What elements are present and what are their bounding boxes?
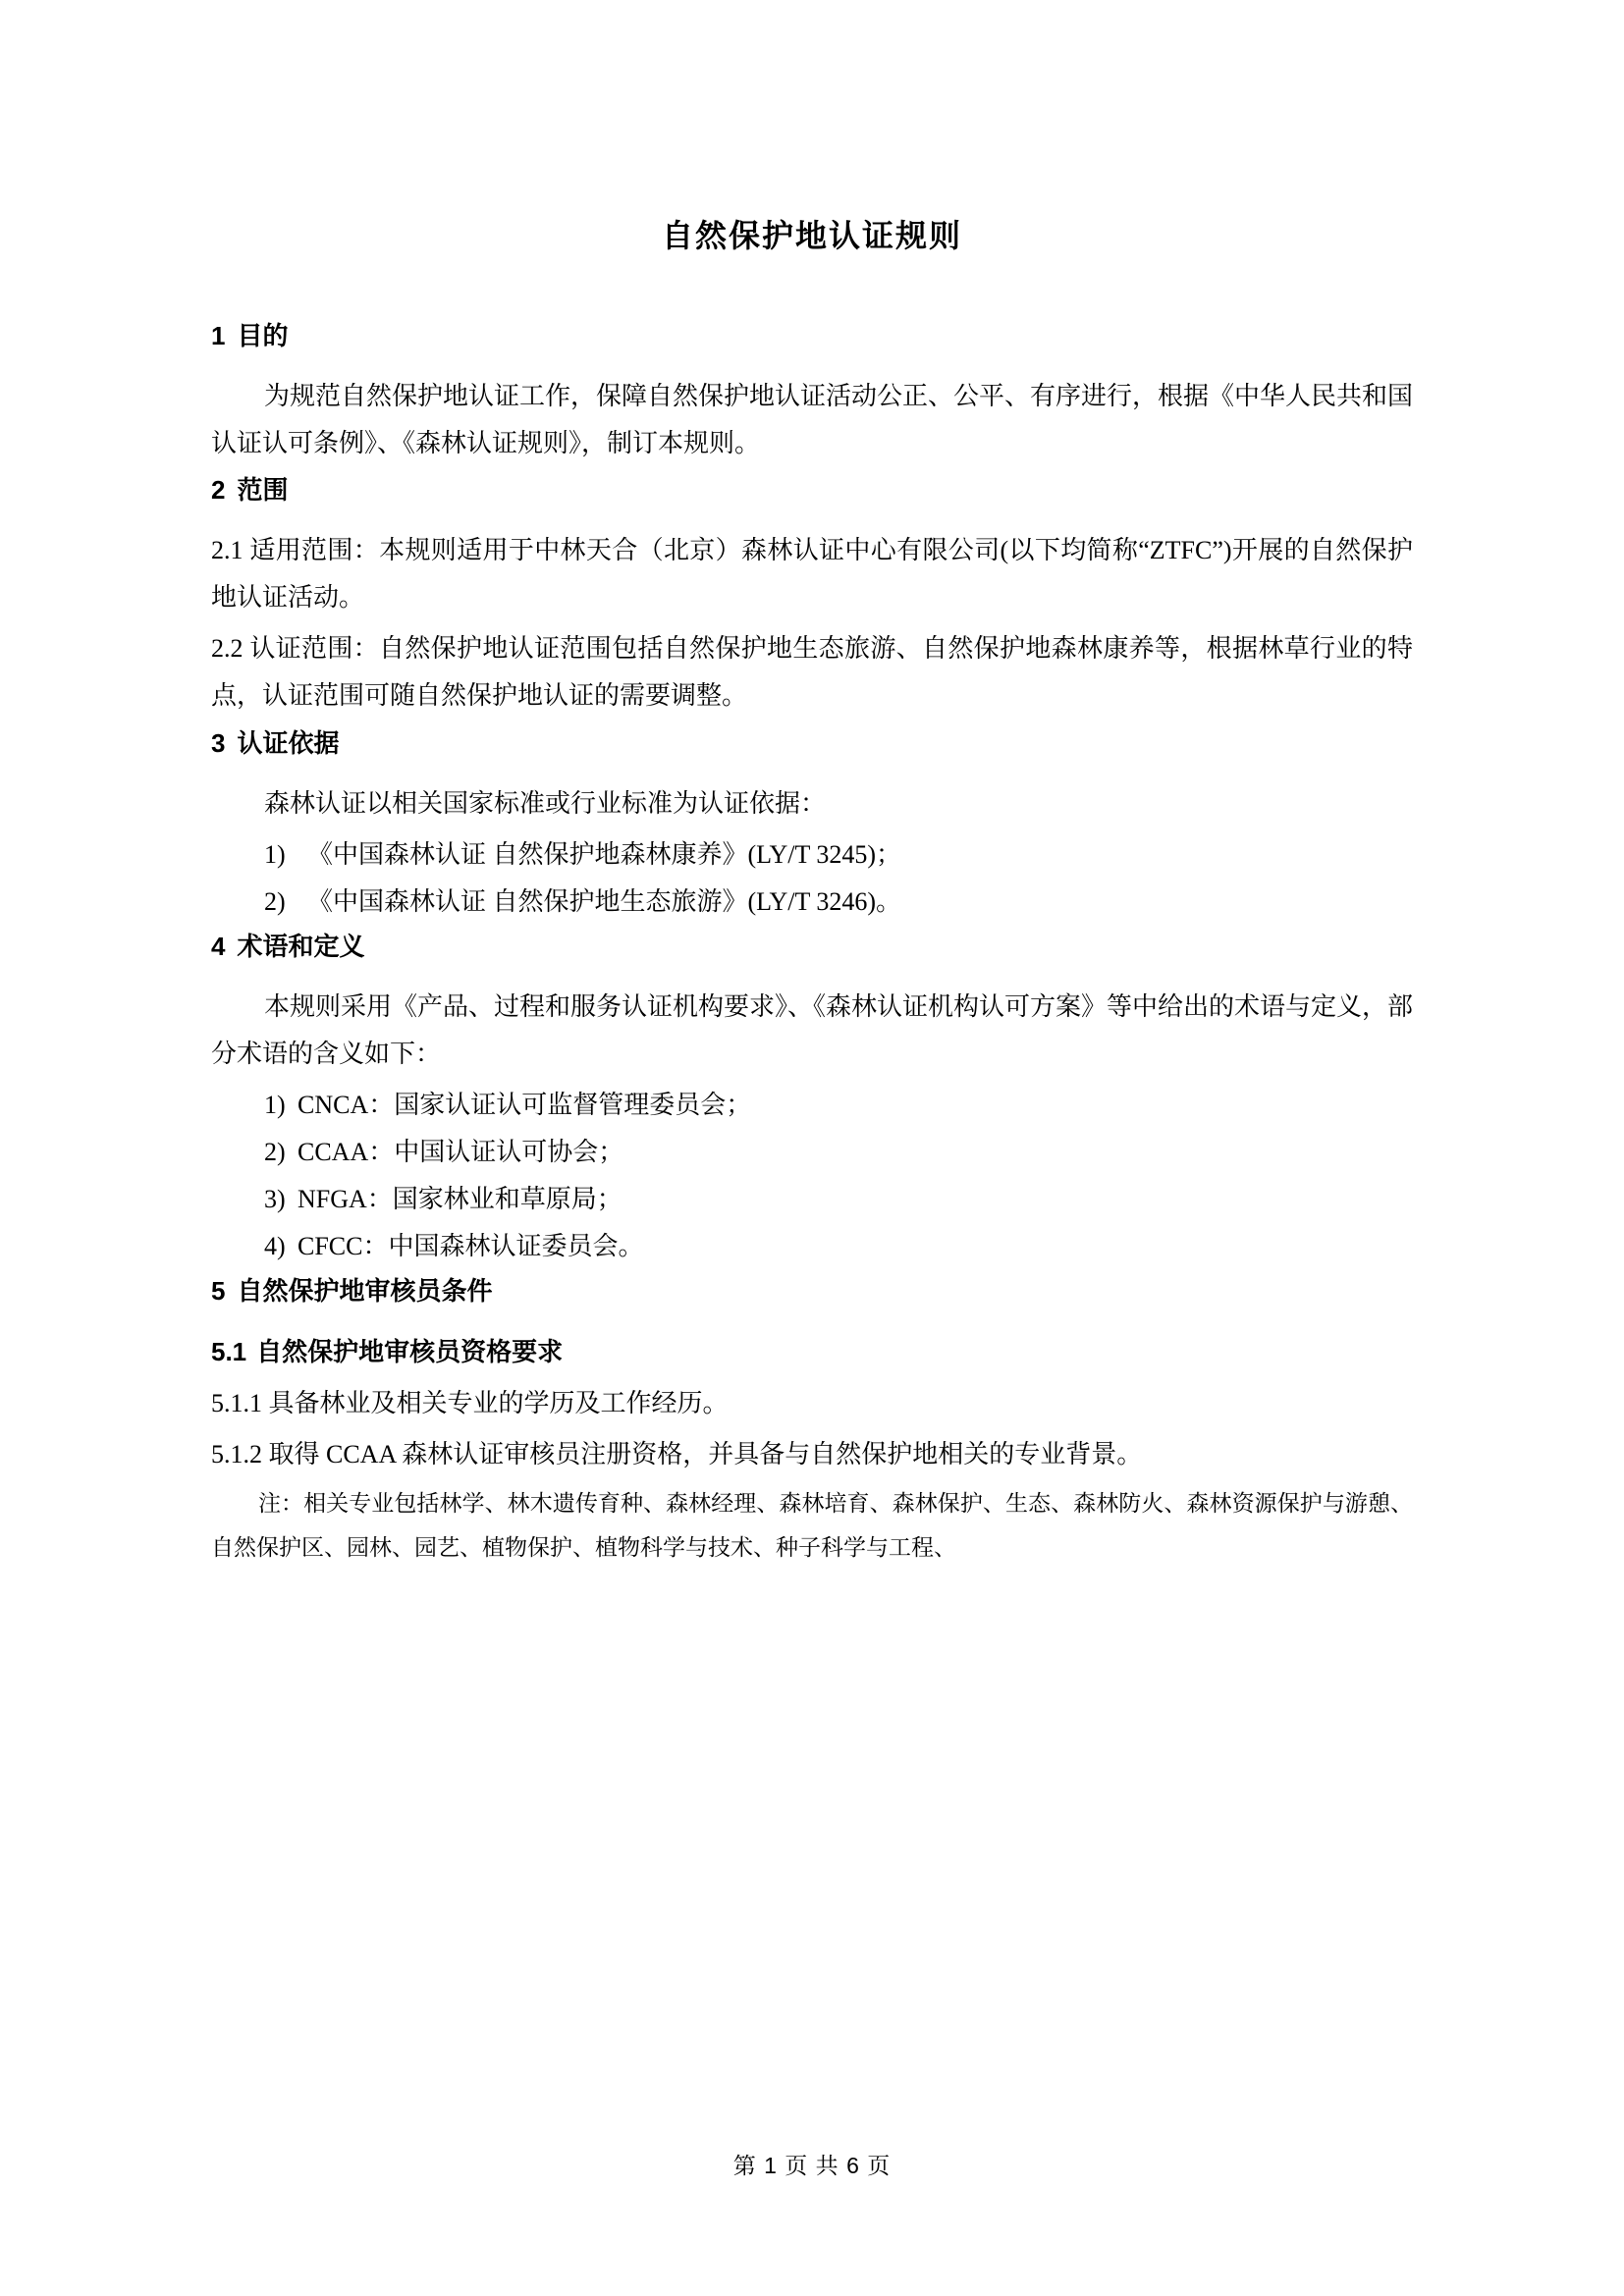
section-2-title: 范围 — [237, 475, 289, 506]
list-item-marker: 2) — [264, 886, 286, 916]
clause-5-1-1: 5.1.1 具备林业及相关专业的学历及工作经历。 — [211, 1388, 729, 1417]
list-item-text: 《中国森林认证 自然保护地生态旅游》(LY/T 3246)。 — [307, 886, 902, 916]
list-item-text: CFCC：中国森林认证委员会。 — [298, 1232, 644, 1261]
clause-2-2: 2.2 认证范围：自然保护地认证范围包括自然保护地生态旅游、自然保护地森林康养等，根据林草行业的特点，认证范围可随自然保护地认证的需要调整。 — [211, 634, 1413, 711]
list-item-marker: 2) — [264, 1138, 286, 1167]
clause-2-1: 2.1 适用范围：本规则适用于中林天合（北京）森林认证中心有限公司(以下均简称“ZTFC”)开展的自然保护地认证活动。 — [211, 536, 1413, 613]
list-item-marker: 1) — [264, 1091, 286, 1120]
list-item-marker: 1) — [264, 839, 286, 869]
section-4-paragraph-1: 本规则采用《产品、过程和服务认证机构要求》、《森林认证机构认可方案》等中给出的术语与定义，部分术语的含义如下： — [211, 991, 1414, 1068]
page-footer: 第 1 页 共 6 页 — [732, 2153, 892, 2178]
section-1 — [211, 317, 1413, 467]
section-5-1-title: 自然保护地审核员资格要求 — [256, 1337, 564, 1367]
section-2-heading — [211, 471, 1413, 509]
section-1-heading — [211, 317, 1413, 355]
section-5-1-number: 5.1 — [211, 1337, 247, 1367]
list-item-marker: 3) — [264, 1185, 286, 1214]
list-item — [211, 879, 1413, 926]
section-2 — [211, 471, 1413, 720]
list-item — [211, 1176, 1413, 1223]
list-item — [211, 1082, 1413, 1129]
list-item-text: CCAA：中国认证认可协会； — [298, 1138, 624, 1167]
section-5 — [211, 1272, 1413, 1570]
list-item — [211, 1129, 1413, 1176]
section-5-number: 5 — [211, 1276, 226, 1307]
section-5-1-heading — [211, 1328, 1413, 1375]
list-item-text: CNCA：国家认证认可监督管理委员会； — [298, 1091, 752, 1120]
clause-5-1-2: 5.1.2 取得 CCAA 森林认证审核员注册资格，并具备与自然保护地相关的专业背景。 — [211, 1439, 1143, 1468]
section-4-title: 术语和定义 — [237, 931, 365, 961]
section-4-heading — [211, 928, 1413, 966]
section-4-number: 4 — [211, 931, 226, 961]
section-5-heading — [211, 1272, 1413, 1310]
section-2-number: 2 — [211, 475, 226, 506]
section-5-note: 注：相关专业包括林学、林木遗传育种、森林经理、森林培育、森林保护、生态、森林防火、森林资源保护与游憩、自然保护区、园林、园艺、植物保护、植物科学与技术、种子科学与工程、 — [211, 1490, 1413, 1560]
list-item — [211, 831, 1413, 879]
section-1-title: 目的 — [237, 321, 289, 350]
page-title: 自然保护地认证规则 — [661, 218, 962, 253]
section-5-title: 自然保护地审核员条件 — [237, 1276, 493, 1307]
section-1-paragraph-1: 为规范自然保护地认证工作，保障自然保护地认证活动公正、公平、有序进行，根据《中华人民共和国认证认可条例》、《森林认证规则》，制订本规则。 — [211, 382, 1414, 458]
section-3-paragraph-1: 森林认证以相关国家标准或行业标准为认证依据： — [264, 788, 827, 818]
list-item-marker: 4) — [264, 1232, 286, 1261]
list-item-text: 《中国森林认证 自然保护地森林康养》(LY/T 3245)； — [307, 839, 902, 869]
section-3-number: 3 — [211, 727, 226, 758]
section-3-heading — [211, 724, 1413, 763]
list-item — [211, 1223, 1413, 1270]
list-item-text: NFGA：国家林业和草原局； — [298, 1185, 623, 1214]
section-3-title: 认证依据 — [237, 727, 340, 758]
section-4 — [211, 928, 1413, 1271]
section-3 — [211, 724, 1413, 926]
section-1-number: 1 — [211, 321, 226, 350]
